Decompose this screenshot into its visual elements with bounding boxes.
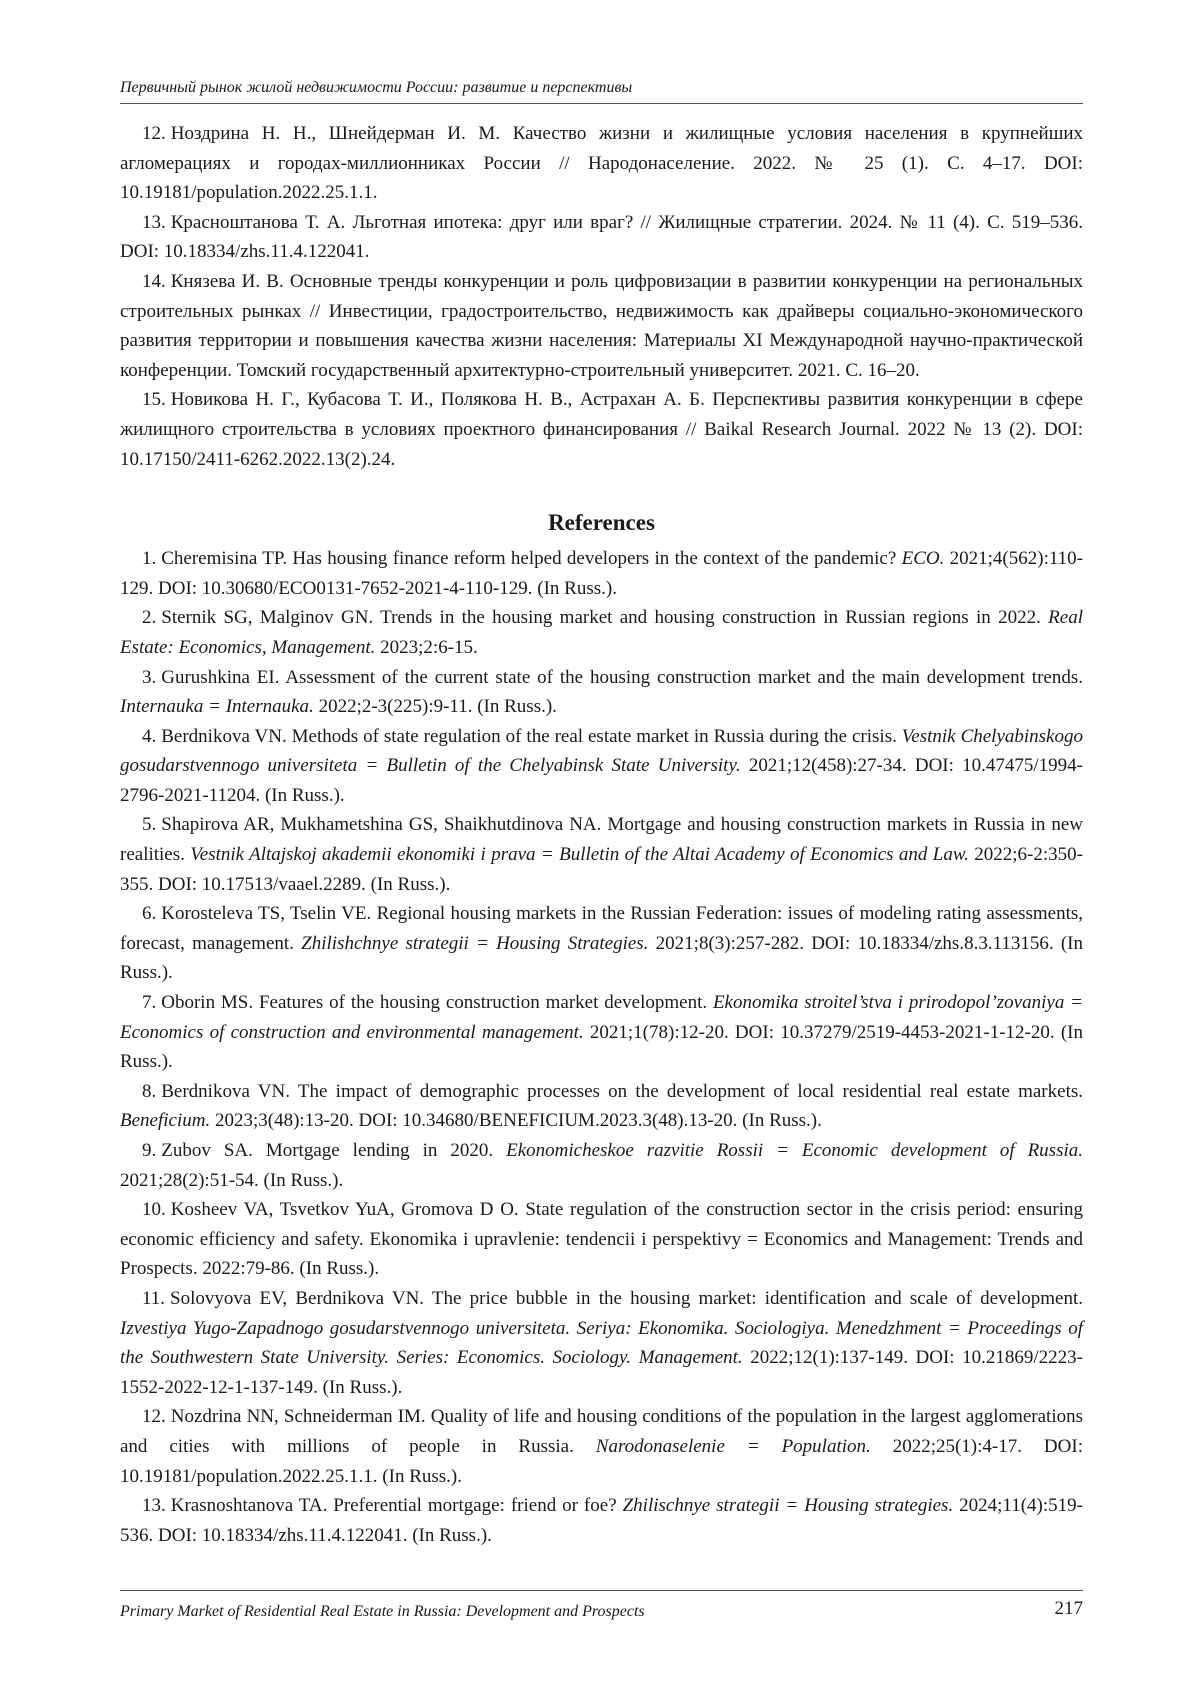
reference-number: 1.: [142, 548, 157, 570]
page-body: [120, 119, 1083, 1550]
reference-number: 2.: [142, 607, 157, 629]
reference-details: 2021;1(78):12-20. DOI: 10.37279/2519-4453-2021-1-12-20. (In Russ.).: [120, 1021, 1083, 1073]
reference-item: [120, 385, 1083, 474]
reference-text: Berdnikova VN. The impact of demographic processes on the development of local residential real estate markets.: [161, 1080, 1083, 1102]
reference-text: Ноздрина Н. Н., Шнейдерман И. М. Качество жизни и жилищные условия населения в крупнейших агломерациях и городах-миллионниках России // Народонаселение. 2022. № 25 (1). С. 4–17. DOI: 10.19181/population.2022.25.1.1.: [120, 123, 1083, 204]
page-number: 217: [1054, 1598, 1083, 1619]
reference-number: 13.: [142, 211, 166, 233]
reference-text: Kosheev VA, Tsvetkov YuA, Gromova D O. State regulation of the construction sector in the crisis period: ensuring economic efficiency and safety. Ekonomika i upravlenie: tendencii i perspektivy = Economics and Management: Trends and Prospects. 2022:79-86. (In Russ.).: [120, 1199, 1083, 1280]
reference-number: 15.: [142, 389, 166, 411]
reference-item: [120, 1136, 1083, 1195]
reference-item: [120, 603, 1083, 662]
reference-item: [120, 663, 1083, 722]
reference-text: Nozdrina NN, Schneiderman IM. Quality of life and housing conditions of the population in the largest agglomerations and cities with millions of people in Russia.: [120, 1406, 1083, 1457]
reference-item: [120, 810, 1083, 899]
reference-details: 2021;4(562):110-129. DOI: 10.30680/ECO0131-7652-2021-4-110-129. (In Russ.).: [120, 548, 1083, 599]
reference-text: Красноштанова Т. А. Льготная ипотека: друг или враг? // Жилищные стратегии. 2024. № 11 (4). С. 519–536. DOI: 10.18334/zhs.11.4.122041.: [120, 211, 1083, 263]
reference-item: [120, 899, 1083, 988]
reference-journal: ECO.: [901, 548, 945, 570]
reference-text: Zubov SA. Mortgage lending in 2020.: [161, 1140, 507, 1161]
reference-number: 9.: [142, 1140, 157, 1161]
reference-number: 3.: [142, 666, 157, 688]
reference-item: [120, 119, 1083, 208]
reference-text: Князева И. В. Основные тренды конкуренции и роль цифровизации в развитии конкуренции на региональных строительных рынках // Инвестиции, градостроительство, недвижимость как драйверы социально-экономического развития территории и повышения качества жизни населения: Материалы XI Международной научно-практической конференции. Томский государственный архитектурно-строительный университет. 2021. С. 16–20.: [120, 270, 1083, 381]
reference-number: 6.: [142, 903, 157, 925]
footer-rule: [120, 1590, 1083, 1591]
reference-number: 12.: [142, 123, 166, 144]
reference-item: [120, 1402, 1083, 1491]
reference-details: 2021;28(2):51-54. (In Russ.).: [120, 1169, 344, 1191]
reference-journal: Vestnik Chelyabinskogo gosudarstvennogo universiteta = Bulletin of the Chelyabinsk State University.: [120, 725, 1083, 777]
russian-reference-list: [120, 119, 1083, 474]
reference-number: 5.: [142, 814, 157, 836]
reference-journal: Beneficium.: [120, 1110, 211, 1132]
reference-text: Cheremisina TP. Has housing finance reform helped developers in the context of the pandemic?: [161, 548, 902, 570]
reference-details: 2022;25(1):4-17. DOI: 10.19181/population.2022.25.1.1. (In Russ.).: [120, 1435, 1083, 1487]
reference-details: 2022;6-2:350-355. DOI: 10.17513/vaael.2289. (In Russ.).: [120, 844, 1083, 895]
reference-journal: Narodonaselenie = Population.: [595, 1435, 871, 1457]
reference-journal: Ekonomicheskoe razvitie Rossii = Economic development of Russia.: [506, 1140, 1083, 1161]
reference-journal: Zhilischnye strategii = Housing strategies.: [622, 1495, 954, 1517]
reference-journal: Internauka = Internauka.: [120, 696, 314, 718]
reference-journal: Vestnik Altajskoj akademii ekonomiki i prava = Bulletin of the Altai Academy of Economics and Law.: [190, 844, 969, 866]
reference-text: Berdnikova VN. Methods of state regulation of the real estate market in Russia during the crisis.: [161, 725, 902, 747]
reference-item: [120, 1491, 1083, 1550]
reference-item: [120, 208, 1083, 267]
reference-item: [120, 722, 1083, 811]
reference-item: [120, 267, 1083, 385]
reference-text: Krasnoshtanova TA. Preferential mortgage: friend or foe?: [170, 1495, 623, 1517]
running-head: Первичный рынок жилой недвижимости России: развитие и перспективы: [120, 79, 633, 96]
reference-number: 4.: [142, 725, 157, 747]
reference-details: 2022;2-3(225):9-11. (In Russ.).: [313, 696, 557, 718]
reference-journal: Ekonomika stroitel’stva i prirodopol’zovaniya = Economics of construction and environmental management.: [120, 992, 1083, 1043]
reference-number: 13.: [142, 1495, 166, 1517]
reference-details: 2024;11(4):519-536. DOI: 10.18334/zhs.11.4.122041. (In Russ.).: [120, 1495, 1083, 1546]
reference-text: Korosteleva TS, Tselin VE. Regional housing markets in the Russian Federation: issues of modeling rating assessments, forecast, management.: [120, 903, 1083, 954]
reference-number: 11.: [142, 1287, 166, 1309]
reference-text: Sternik SG, Malginov GN. Trends in the housing market and housing construction in Russian regions in 2022.: [161, 607, 1049, 629]
reference-details: 2021;8(3):257-282. DOI: 10.18334/zhs.8.3.113156. (In Russ.).: [120, 932, 1083, 984]
reference-item: [120, 544, 1083, 603]
reference-details: 2022;12(1):137-149. DOI: 10.21869/2223-1552-2022-12-1-137-149. (In Russ.).: [120, 1347, 1083, 1398]
footer-title: Primary Market of Residential Real Estate in Russia: Development and Prospects: [120, 1603, 645, 1620]
reference-item: [120, 1195, 1083, 1284]
reference-number: 10.: [142, 1199, 166, 1221]
reference-details: 2021;12(458):27-34. DOI: 10.47475/1994-2796-2021-11204. (In Russ.).: [120, 755, 1083, 806]
reference-text: Новикова Н. Г., Кубасова Т. И., Полякова Н. В., Астрахан А. Б. Перспективы развития конкуренции в сфере жилищного строительства в условиях проектного финансирования // Baikal Research Journal. 2022 № 13 (2). DOI: 10.17150/2411-6262.2022.13(2).24.: [120, 389, 1083, 470]
reference-item: [120, 1077, 1083, 1136]
reference-number: 12.: [142, 1406, 166, 1428]
reference-text: Solovyova EV, Berdnikova VN. The price bubble in the housing market: identification and scale of development.: [170, 1287, 1083, 1309]
reference-journal: Izvestiya Yugo-Zapadnogo gosudarstvennogo universiteta. Seriya: Ekonomika. Sociologiya. Menedzhment = Proceedings of the Southwestern State University. Series: Economics. Sociology. Management.: [120, 1317, 1083, 1369]
header-rule: [120, 103, 1083, 104]
reference-text: Shapirova AR, Mukhametshina GS, Shaikhutdinova NA. Mortgage and housing construction markets in Russia in new realities.: [120, 814, 1083, 866]
reference-number: 8.: [142, 1080, 157, 1102]
english-reference-list: [120, 544, 1083, 1550]
reference-number: 7.: [142, 992, 157, 1014]
reference-journal: Zhilishchnye strategii = Housing Strategies.: [301, 932, 649, 954]
references-heading: References: [548, 510, 655, 536]
reference-journal: Real Estate: Economics, Management.: [120, 607, 1083, 658]
reference-item: [120, 1284, 1083, 1402]
reference-text: Gurushkina EI. Assessment of the current state of the housing construction market and the main development trends.: [161, 666, 1083, 688]
reference-details: 2023;2:6-15.: [375, 636, 478, 658]
reference-number: 14.: [142, 270, 166, 292]
reference-item: [120, 988, 1083, 1077]
reference-text: Oborin MS. Features of the housing construction market development.: [161, 992, 713, 1014]
reference-details: 2023;3(48):13-20. DOI: 10.34680/BENEFICIUM.2023.3(48).13-20. (In Russ.).: [210, 1110, 822, 1132]
